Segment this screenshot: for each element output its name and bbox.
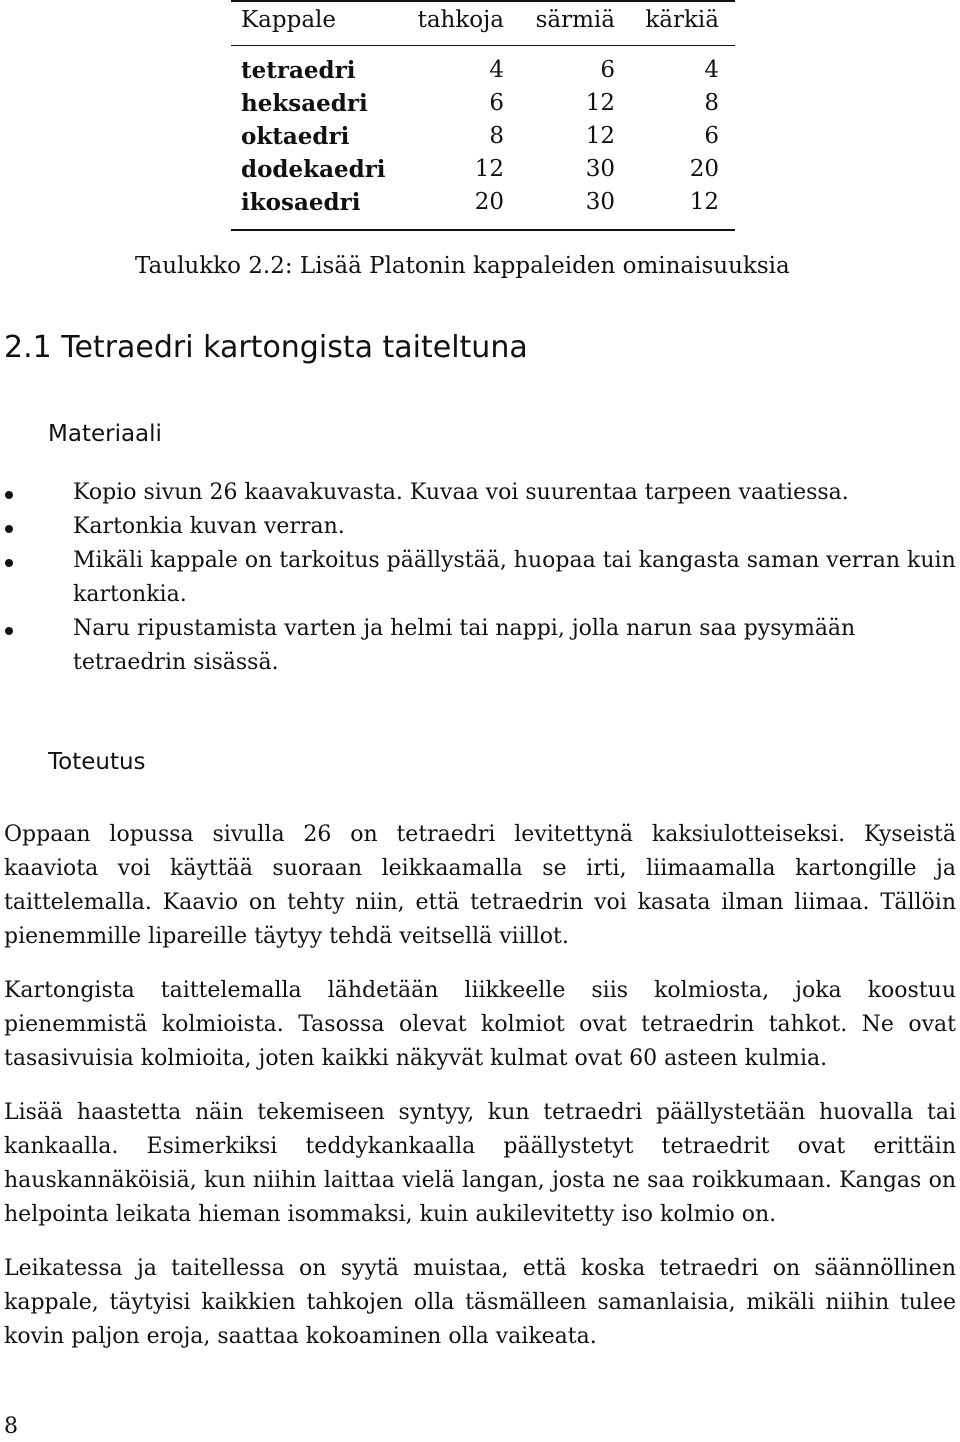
materials-list [0, 476, 960, 680]
bullet-icon [5, 525, 13, 533]
list-item [0, 612, 956, 680]
table-row [231, 54, 735, 87]
table-header-row [231, 4, 735, 37]
paragraph: Lisää haastetta näin tekemiseen syntyy, kun tetraedri päällystetään huovalla tai kankaalla. Esimerkiksi teddykankaalla päällystetyt tetraedrit ovat erittäin hauskannäköisiä, kun niihin laittaa vielä langan, josta ne saa roikkumaan. Kangas on helpointa leikata hieman isommaksi, kuin aukilevitetty iso kolmio on. [4, 1100, 956, 1227]
vertices-cell: 6 [704, 123, 719, 149]
solid-name: dodekaedri [241, 156, 386, 183]
column-header: kärkiä [645, 7, 719, 33]
paragraph: Kartongista taittelemalla lähdetään liikkeelle siis kolmiosta, joka koostuu pienemmistä kolmioista. Tasossa olevat kolmiot ovat tetraedrin tahkot. Ne ovat tasasivuisia kolmioita, joten kaikki näkyvät kulmat ovat 60 asteen kulmia. [4, 978, 956, 1071]
solid-name: ikosaedri [241, 189, 361, 216]
solid-name: tetraedri [241, 57, 356, 84]
bullet-icon [5, 491, 13, 499]
edges-cell: 12 [585, 90, 615, 116]
paragraph: Leikatessa ja taitellessa on syytä muistaa, että koska tetraedri on säännöllinen kappale, täytyisi kaikkien tahkojen olla täsmälleen samanlaisia, mikäli niihin tulee kovin paljon eroja, saattaa kokoaminen olla vaikeata. [4, 1256, 956, 1349]
table-row [231, 153, 735, 186]
table-header-rule [231, 45, 735, 46]
column-header: särmiä [535, 7, 615, 33]
implementation-body [4, 818, 956, 1374]
solid-name: heksaedri [241, 90, 368, 117]
solid-name: oktaedri [241, 123, 350, 150]
list-item-text: Kopio sivun 26 kaavakuvasta. Kuvaa voi suurentaa tarpeen vaatiessa. [73, 480, 849, 505]
page-number: 8 [4, 1414, 18, 1439]
list-item [0, 544, 956, 612]
bullet-icon [5, 627, 13, 635]
materials-heading: Materiaali [48, 421, 162, 447]
vertices-cell: 4 [704, 57, 719, 83]
list-item [0, 476, 956, 510]
edges-cell: 6 [600, 57, 615, 83]
list-item-text: Kartonkia kuvan verran. [73, 514, 345, 539]
table-bottom-rule [231, 229, 735, 231]
faces-cell: 6 [489, 90, 504, 116]
table-row [231, 87, 735, 120]
edges-cell: 30 [585, 156, 615, 182]
vertices-cell: 12 [689, 189, 719, 215]
faces-cell: 12 [474, 156, 504, 182]
bullet-icon [5, 559, 13, 567]
list-item [0, 510, 956, 544]
table-caption: Taulukko 2.2: Lisää Platonin kappaleiden ominaisuuksia [135, 253, 790, 279]
column-header: tahkoja [417, 7, 504, 33]
table-top-rule [231, 0, 735, 2]
implementation-heading: Toteutus [48, 749, 146, 775]
vertices-cell: 20 [689, 156, 719, 182]
faces-cell: 4 [489, 57, 504, 83]
paragraph: Oppaan lopussa sivulla 26 on tetraedri levitettynä kaksiulotteiseksi. Kyseistä kaaviota voi käyttää suoraan leikkaamalla se irti, liimaamalla kartongille ja taittelemalla. Kaavio on tehty niin, että tetraedrin voi kasata ilman liimaa. Tällöin pienemmille lipareille täytyy tehdä veitsellä viillot. [4, 822, 956, 949]
edges-cell: 12 [585, 123, 615, 149]
faces-cell: 20 [474, 189, 504, 215]
column-header: Kappale [241, 7, 337, 33]
edges-cell: 30 [585, 189, 615, 215]
table-row [231, 186, 735, 219]
table-row [231, 120, 735, 153]
faces-cell: 8 [489, 123, 504, 149]
list-item-text: Mikäli kappale on tarkoitus päällystää, huopaa tai kangasta saman verran kuin kartonkia. [73, 548, 956, 607]
vertices-cell: 8 [704, 90, 719, 116]
section-title: 2.1 Tetraedri kartongista taiteltuna [4, 330, 528, 365]
list-item-text: Naru ripustamista varten ja helmi tai nappi, jolla narun saa pysymään tetraedrin sisässä. [73, 616, 856, 675]
